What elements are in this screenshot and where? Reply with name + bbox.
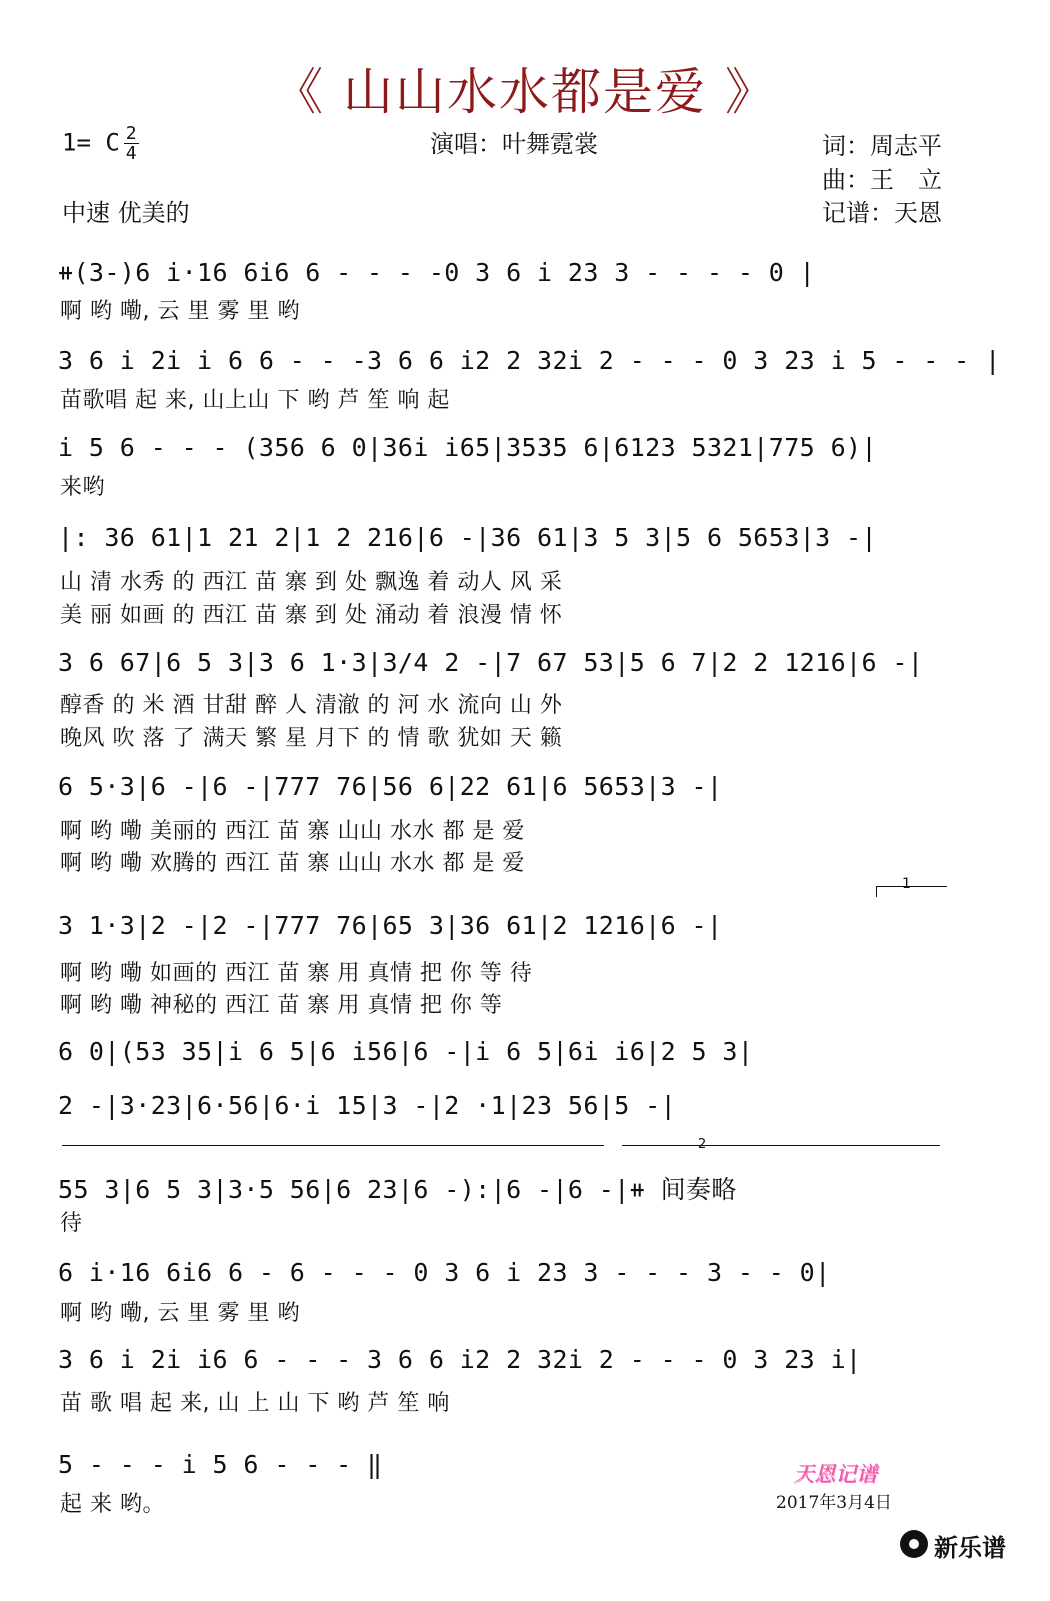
notation-line: |: 36 61|1 21 2|1 2 216|6 -|36 61|3 5 3|5 6 5653|3 -| (58, 523, 877, 552)
notation-line: 3 6 i 2i i 6 6 - - -3 6 6 i2 2 32i 2 - - - 0 3 23 i 5 - - - | (58, 346, 1001, 375)
notation-line: 2 -|3·23|6·56|6·i 15|3 -|2 ·1|23 56|5 -| (58, 1091, 677, 1120)
notation-line: 3 1·3|2 -|2 -|777 76|65 3|36 61|2 1216|6 -| (58, 911, 723, 940)
transcription-date: 2017年3月4日 (776, 1493, 892, 1513)
lyric-line: 啊 哟 嘞 如画的 西江 苗 寨 用 真情 把 你 等 待 (60, 961, 533, 986)
lyric-line: 啊 哟 嘞 神秘的 西江 苗 寨 用 真情 把 你 等 (60, 993, 503, 1018)
key-signature (62, 124, 139, 163)
volta-first-label: 1 (902, 876, 911, 892)
lyric-line: 苗歌唱 起 来, 山上山 下 哟 芦 笙 响 起 (60, 388, 450, 413)
tempo-marking: 中速 优美的 (62, 199, 190, 227)
notation-line: 6 5·3|6 -|6 -|777 76|56 6|22 61|6 5653|3 -| (58, 772, 723, 801)
composer-credit: 曲：王 立 (822, 166, 942, 194)
transcriber-stamp: 天恩记谱 (793, 1462, 877, 1486)
site-brand: 新乐谱 (934, 1534, 1006, 1562)
notation-line: 6 i·16 6i6 6 - 6 - - - 0 3 6 i 23 3 - - - 3 - - 0| (58, 1258, 831, 1287)
lyric-line: 醇香 的 米 酒 甘甜 醉 人 清澈 的 河 水 流向 山 外 (60, 693, 563, 718)
notation-line: 3 6 67|6 5 3|3 6 1·3|3/4 2 -|7 67 53|5 6 7|2 2 1216|6 -| (58, 648, 924, 677)
notation-line: 55 3|6 5 3|3·5 56|6 23|6 -):|6 -|6 -|⧺ 间奏略 (58, 1175, 737, 1204)
lyric-line: 啊 哟 嘞 欢腾的 西江 苗 寨 山山 水水 都 是 爱 (60, 851, 525, 876)
singer-credit: 演唱：叶舞霓裳 (430, 130, 598, 158)
time-denominator: 4 (125, 143, 137, 164)
lyricist-credit: 词：周志平 (822, 132, 942, 160)
lyric-line: 待 (60, 1211, 83, 1236)
volta-second-label: 2 (698, 1137, 707, 1152)
notation-line: 3 6 i 2i i6 6 - - - 3 6 6 i2 2 32i 2 - - - 0 3 23 i| (58, 1345, 862, 1374)
time-signature (124, 124, 139, 163)
notation-line: i 5 6 - - - (356 6 0|36i i65|3535 6|6123 5321|775 6)| (58, 433, 877, 462)
time-numerator: 2 (125, 123, 137, 144)
transcriber-credit: 记谱：天恩 (822, 199, 942, 227)
notation-line: 6 0|(53 35|i 6 5|6 i56|6 -|i 6 5|6i i6|2 5 3| (58, 1037, 754, 1066)
notation-line: 5 - - - i 5 6 - - - ‖ (58, 1450, 383, 1479)
lyric-line: 来哟 (60, 475, 106, 500)
section-divider (62, 1145, 604, 1146)
song-title: 《 山山水水都是爱 》 (273, 63, 777, 121)
lyric-line: 晚风 吹 落 了 满天 繁 星 月下 的 情 歌 犹如 天 籁 (60, 726, 563, 751)
lyric-line: 山 清 水秀 的 西江 苗 寨 到 处 飘逸 着 动人 风 采 (60, 570, 563, 595)
volta-first-ending (876, 886, 947, 897)
notation-line: ⧺(3-)6 i·16 6i6 6 - - - -0 3 6 i 23 3 - - - - 0 | (58, 258, 816, 287)
lyric-line: 啊 哟 嘞, 云 里 雾 里 哟 (60, 1301, 300, 1326)
key-label: 1= C (62, 128, 120, 157)
lyric-line: 啊 哟 嘞, 云 里 雾 里 哟 (60, 299, 300, 324)
lyric-line: 啊 哟 嘞 美丽的 西江 苗 寨 山山 水水 都 是 爱 (60, 819, 525, 844)
lyric-line: 起 来 哟。 (60, 1492, 165, 1517)
lyric-line: 苗 歌 唱 起 来, 山 上 山 下 哟 芦 笙 响 (60, 1391, 450, 1416)
lyric-line: 美 丽 如画 的 西江 苗 寨 到 处 涌动 着 浪漫 情 怀 (60, 603, 563, 628)
vinyl-record-icon (900, 1530, 928, 1558)
section-divider (622, 1145, 940, 1146)
